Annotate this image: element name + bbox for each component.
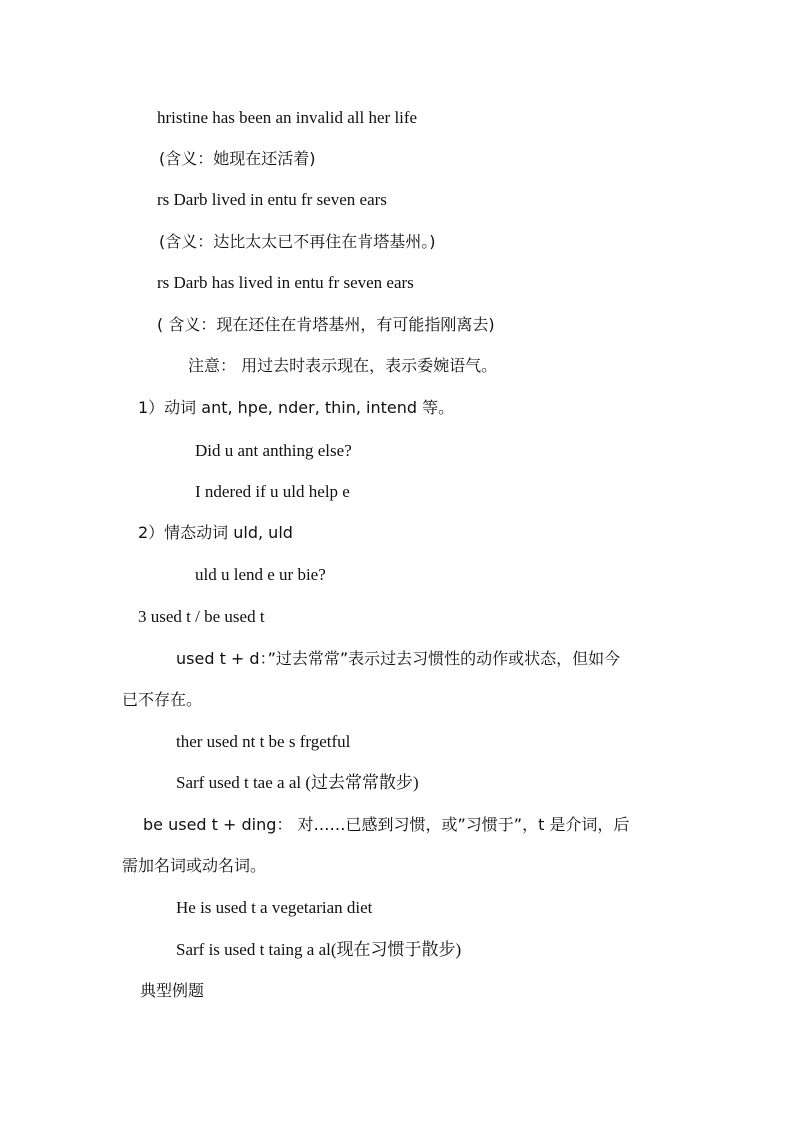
meaning-note-lived: (含义：达比太太已不再住在肯塔基州。) xyxy=(159,232,436,251)
attention-note: 注意： 用过去时表示现在，表示委婉语气。 xyxy=(188,356,498,375)
example-take-walk: Sarf used t tae a al (过去常常散步) xyxy=(176,773,419,792)
meaning-note-has-lived: ( 含义：现在还住在肯塔基州，有可能指刚离去) xyxy=(157,315,495,334)
typical-examples-heading: 典型例题 xyxy=(140,981,205,1000)
meaning-note-christine: (含义：她现在还活着) xyxy=(159,149,316,168)
example-vegetarian-diet: He is used t a vegetarian diet xyxy=(176,898,373,917)
example-want-anything: Did u ant anthing else? xyxy=(195,441,352,460)
definition-used-to: used t + d：”过去常常”表示过去习惯性的动作或状态，但如今 xyxy=(176,649,621,668)
example-wondered: I ndered if u uld help e xyxy=(195,482,350,501)
example-forgetful: ther used nt t be s frgetful xyxy=(176,732,351,751)
definition-be-used-to-continued: 需加名词或动名词。 xyxy=(122,856,267,875)
example-sentence-lived: rs Darb lived in entu fr seven ears xyxy=(157,190,387,209)
section-heading-verbs: 1）动词 ant, hpe, nder, thin, intend 等。 xyxy=(138,398,455,417)
example-taking-walk: Sarf is used t taing a al(现在习惯于散步) xyxy=(176,940,462,959)
definition-used-to-continued: 已不存在。 xyxy=(122,690,203,709)
example-sentence-has-lived: rs Darb has lived in entu fr seven ears xyxy=(157,273,414,292)
example-lend-bike: uld u lend e ur bie? xyxy=(195,565,326,584)
definition-be-used-to: be used t + ding： 对……已感到习惯，或”习惯于”，t 是介词，后 xyxy=(143,815,630,834)
example-sentence-christine: hristine has been an invalid all her life xyxy=(157,108,418,127)
section-heading-used-to: 3 used t / be used t xyxy=(138,607,265,626)
section-heading-modal: 2）情态动词 uld, uld xyxy=(138,523,293,542)
